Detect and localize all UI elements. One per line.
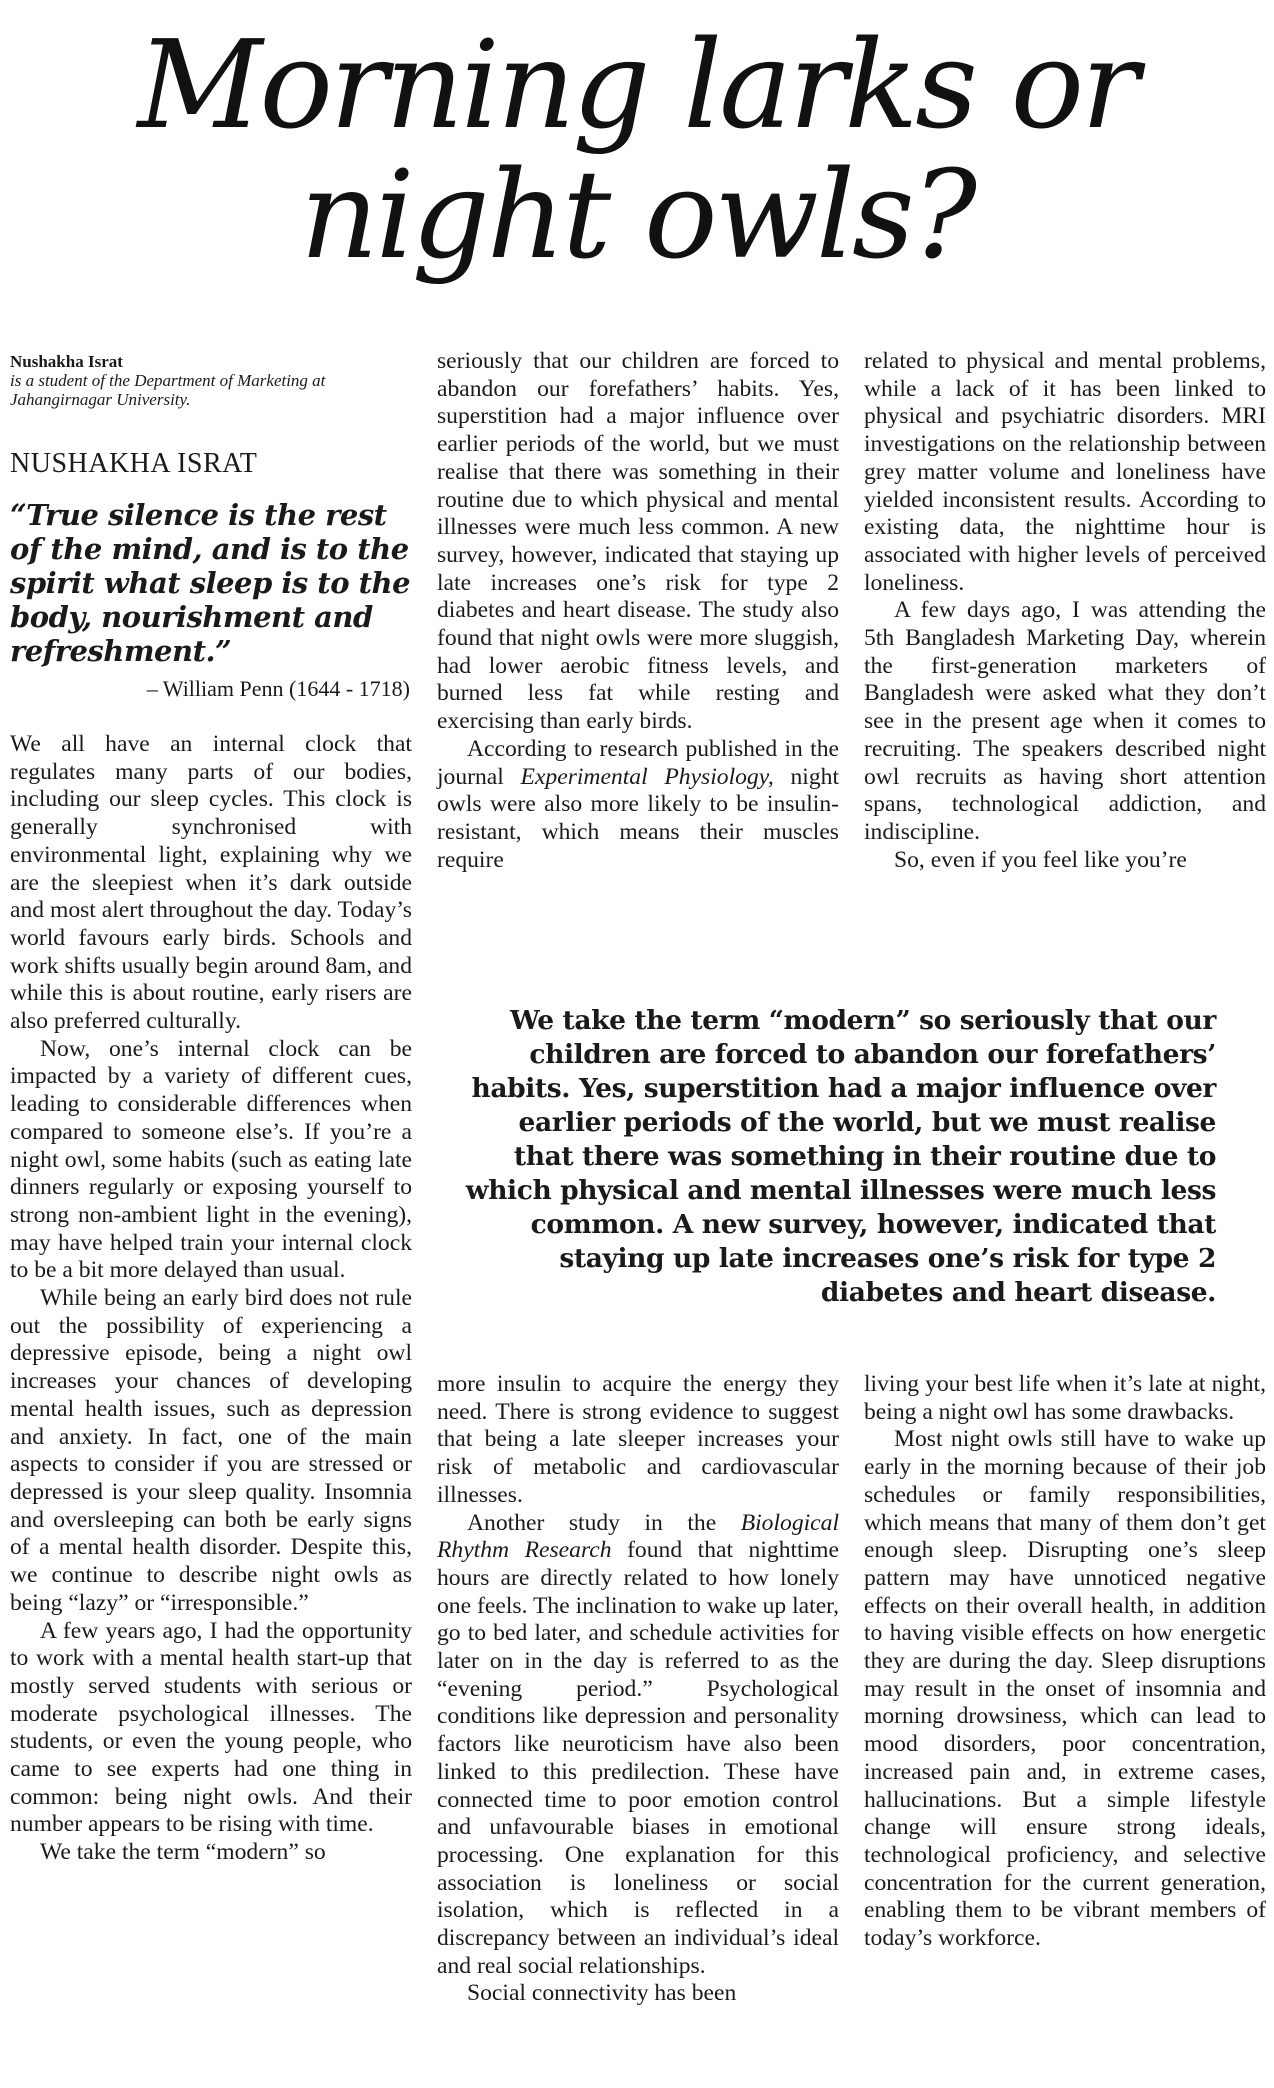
- paragraph: more insulin to acquire the energy they need. There is strong evidence to suggest that being a late sleeper increases your risk of metabolic and cardiovascular illnesses.: [437, 1371, 839, 1508]
- author-note-bio: is a student of the Department of Marketing at Jahangirnagar University.: [10, 371, 326, 409]
- epigraph-attribution: – William Penn (1644 - 1718): [146, 676, 410, 701]
- paragraph: While being an early bird does not rule out the possibility of experiencing a depressive episode, being a night owl increases your chances of developing mental health issues, such as depression and anxiety. In fact, one of the main aspects to consider if you are stressed or depressed is your sleep quality. Insomnia and oversleeping can both be early signs of a mental health disorder. Despite this, we continue to describe night owls as being “lazy” or “irresponsible.”: [10, 1285, 412, 1616]
- journal-title: Biological Rhythm Research: [437, 1509, 839, 1564]
- column-1: [10, 731, 412, 1867]
- column-3-top: [864, 348, 1266, 874]
- paragraph: [437, 1510, 839, 1981]
- paragraph-text: found that nighttime hours are directly related to how lonely one feels. The inclination to wake up later, go to bed later, and schedule activities for later on in the day is referred to as the “evening period.” Psychological conditions like depression and personality factors like neuroticism have also been linked to this predilection. These have connected time to poor emotion control and unfavourable biases in emotional processing. One explanation for this association is loneliness or social isolation, which is reflected in a discrepancy between an individual’s ideal and real social relationships.: [437, 1537, 839, 1979]
- paragraph: We all have an internal clock that regulates many parts of our bodies, including our sleep cycles. This clock is generally synchronised with environmental light, explaining why we are the sleepiest when it’s dark outside and most alert throughout the day. Today’s world favours early birds. Schools and work shifts usually begin around 8am, and while this is about routine, early risers are also preferred culturally.: [10, 731, 412, 1035]
- column-2-top: [437, 348, 839, 874]
- paragraph-text: Another study in the: [467, 1509, 741, 1536]
- paragraph-text: night owls were also more likely to be insulin-resistant, which means their muscles require: [437, 763, 840, 873]
- paragraph: A few days ago, I was attending the 5th Bangladesh Marketing Day, wherein the first-generation marketers of Bangladesh were asked what they don’t see in the present age when it comes to recruiting. The speakers described night owl recruits as having short attention spans, technological addiction, and indiscipline.: [864, 597, 1266, 845]
- paragraph-text: According to research published in the journal: [437, 735, 839, 790]
- paragraph: living your best life when it’s late at night, being a night owl has some drawbacks.: [864, 1371, 1266, 1425]
- paragraph: seriously that our children are forced to abandon our forefathers’ habits. Yes, superstition had a major influence over earlier periods of the world, but we must realise that there was something in their routine due to which physical and mental illnesses were much less common. A new survey, however, indicated that staying up late increases one’s risk for type 2 diabetes and heart disease. The study also found that night owls were more sluggish, had lower aerobic fitness levels, and burned less fat while resting and exercising than early birds.: [437, 348, 839, 735]
- author-note-name: Nushakha Israt: [10, 352, 123, 371]
- journal-title: Experimental Physiology,: [520, 763, 774, 790]
- author-note: [10, 352, 410, 409]
- headline: Morning larks or night owls?: [137, 14, 1137, 286]
- epigraph-quote: “True silence is the rest of the mind, and is to the spirit what sleep is to the body, nourishment and refreshment.”: [10, 498, 411, 668]
- paragraph: So, even if you feel like you’re: [894, 846, 1187, 873]
- paragraph: Now, one’s internal clock can be impacted by a variety of different cues, leading to considerable differences when compared to someone else’s. If you’re a night owl, some habits (such as eating late dinners regularly or exposing yourself to strong non-ambient light in the evening), may have helped train your internal clock to be a bit more delayed than usual.: [10, 1035, 412, 1284]
- author-byline: NUSHAKHA ISRAT: [10, 448, 258, 479]
- paragraph: A few years ago, I had the opportunity to work with a mental health start-up that mostly served students with serious or moderate psychological illnesses. The students, or even the young people, who came to see experts had one thing in common: being night owls. And their number appears to be rising with time.: [10, 1617, 412, 1838]
- paragraph: We take the term “modern” so: [40, 1839, 326, 1866]
- paragraph: related to physical and mental problems, while a lack of it has been linked to physical and psychiatric disorders. MRI investigations on the relationship between grey matter volume and loneliness have yielded inconsistent results. According to existing data, the nighttime hour is associated with higher levels of perceived loneliness.: [864, 348, 1266, 596]
- column-3-bottom: [864, 1371, 1266, 1953]
- paragraph: Most night owls still have to wake up early in the morning because of their job schedules or family responsibilities, which means that many of them don’t get enough sleep. Disrupting one’s sleep pattern may have unnoticed negative effects on their overall health, in addition to having visible effects on how energetic they are during the day. Sleep disruptions may result in the onset of insomnia and morning drowsiness, which can lead to mood disorders, poor concentration, increased pain and, in extreme cases, hallucinations. But a simple lifestyle change will ensure strong ideals, technological proficiency, and selective concentration for the current generation, enabling them to be vibrant members of today’s workforce.: [864, 1426, 1266, 1952]
- paragraph: Social connectivity has been: [467, 1980, 737, 2007]
- paragraph: [437, 736, 839, 875]
- column-2-bottom: [437, 1371, 839, 2008]
- pull-quote: We take the term “modern” so seriously that our children are forced to abandon our forefathers’ habits. Yes, superstition had a major influence over earlier periods of the world, but we must realise that there was something in their routine due to which physical and mental illnesses were much less common. A new survey, however, indicated that staying up late increases one’s risk for type 2 diabetes and heart disease.: [465, 1005, 1216, 1308]
